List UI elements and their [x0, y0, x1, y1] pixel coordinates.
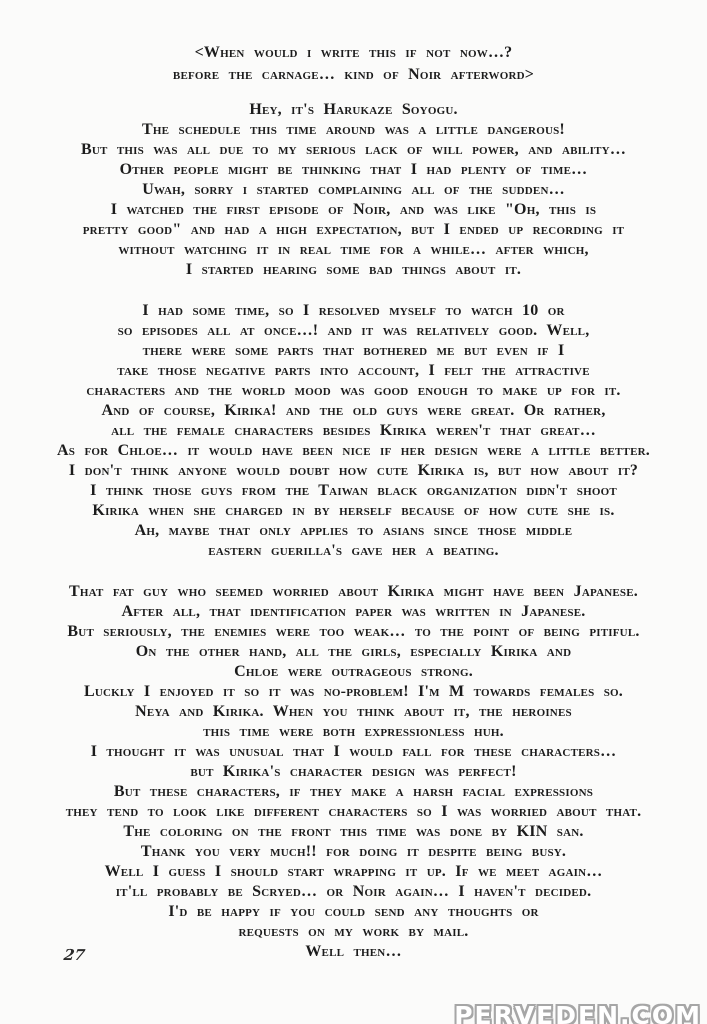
text-line: The schedule this time around was a little dangerous! — [142, 121, 565, 138]
text-line: characters and the world mood was good enough to make up for it. — [86, 382, 621, 399]
title-line: before the carnage… kind of Noir afterword> — [172, 66, 535, 83]
page-number: 27 — [62, 946, 87, 964]
text-line: The coloring on the front this time was done by KIN san. — [123, 823, 584, 840]
text-line: After all, that identification paper was written in Japanese. — [121, 603, 586, 620]
afterword-text — [0, 42, 707, 983]
paragraph — [0, 582, 707, 962]
text-line: without watching it in real time for a while… after which, — [118, 241, 589, 258]
text-line: On the other hand, all the girls, especially Kirika and — [135, 643, 572, 660]
text-line: And of course, Kirika! and the old guys were great. Or rather, — [101, 402, 606, 419]
text-line: all the female characters besides Kirika weren't that great… — [111, 422, 596, 439]
text-line: they tend to look like different characters so I was worried about that. — [65, 803, 642, 820]
paragraph — [0, 301, 707, 561]
text-line: eastern guerilla's gave her a beating. — [208, 542, 499, 559]
text-line: Well I guess I should start wrapping it up. If we meet again… — [104, 863, 603, 880]
text-line: but Kirika's character design was perfect! — [190, 763, 517, 780]
text-line: Chloe were outrageous strong. — [234, 663, 473, 680]
text-line: I'd be happy if you could send any thoughts or — [168, 903, 539, 920]
text-line: I watched the first episode of Noir, and was like "Oh, this is — [110, 201, 597, 218]
text-line: so episodes all at once…! and it was relatively good. Well, — [117, 322, 590, 339]
text-line: Luckly I enjoyed it so it was no-problem! I'm M towards females so. — [84, 683, 623, 700]
text-line: Hey, it's Harukaze Soyogu. — [249, 101, 458, 118]
afterword-title — [0, 42, 707, 86]
text-line: I think those guys from the Taiwan black organization didn't shoot — [90, 482, 617, 499]
text-line: But seriously, the enemies were too weak… to the point of being pitiful. — [67, 623, 640, 640]
text-line: take those negative parts into account, I felt the attractive — [117, 362, 590, 379]
text-line: I thought it was unusual that I would fall for these characters… — [90, 743, 617, 760]
text-line: As for Chloe… it would have been nice if her design were a little better. — [57, 442, 650, 459]
text-line: it'll probably be Scryed… or Noir again… I haven't decided. — [115, 883, 592, 900]
text-line: I had some time, so I resolved myself to watch 10 or — [142, 302, 565, 319]
text-line: Well then… — [305, 943, 402, 960]
title-line: <When would i write this if not now…? — [194, 44, 513, 61]
text-line: requests on my work by mail. — [238, 923, 469, 940]
text-line: Kirika when she charged in by herself because of how cute she is. — [92, 502, 615, 519]
text-line: there were some parts that bothered me but even if I — [142, 342, 565, 359]
site-watermark: PERVEDEN.COM — [454, 1001, 702, 1024]
text-line: Uwah, sorry i started complaining all of the sudden… — [142, 181, 565, 198]
text-line: But this was all due to my serious lack of will power, and ability… — [80, 141, 627, 158]
text-line: Other people might be thinking that I had plenty of time… — [119, 161, 588, 178]
text-line: I started hearing some bad things about it. — [185, 261, 522, 278]
text-line: That fat guy who seemed worried about Kirika might have been Japanese. — [69, 583, 638, 600]
text-line: pretty good" and had a high expectation, but I ended up recording it — [82, 221, 625, 238]
text-line: Thank you very much!! for doing it despite being busy. — [140, 843, 567, 860]
text-line: this time were both expressionless huh. — [203, 723, 504, 740]
text-line: Neya and Kirika. When you think about it, the heroines — [135, 703, 572, 720]
text-line: But these characters, if they make a harsh facial expressions — [113, 783, 594, 800]
text-line: I don't think anyone would doubt how cute Kirika is, but how about it? — [68, 462, 639, 479]
text-line: Ah, maybe that only applies to asians since those middle — [134, 522, 573, 539]
paragraph — [0, 100, 707, 280]
